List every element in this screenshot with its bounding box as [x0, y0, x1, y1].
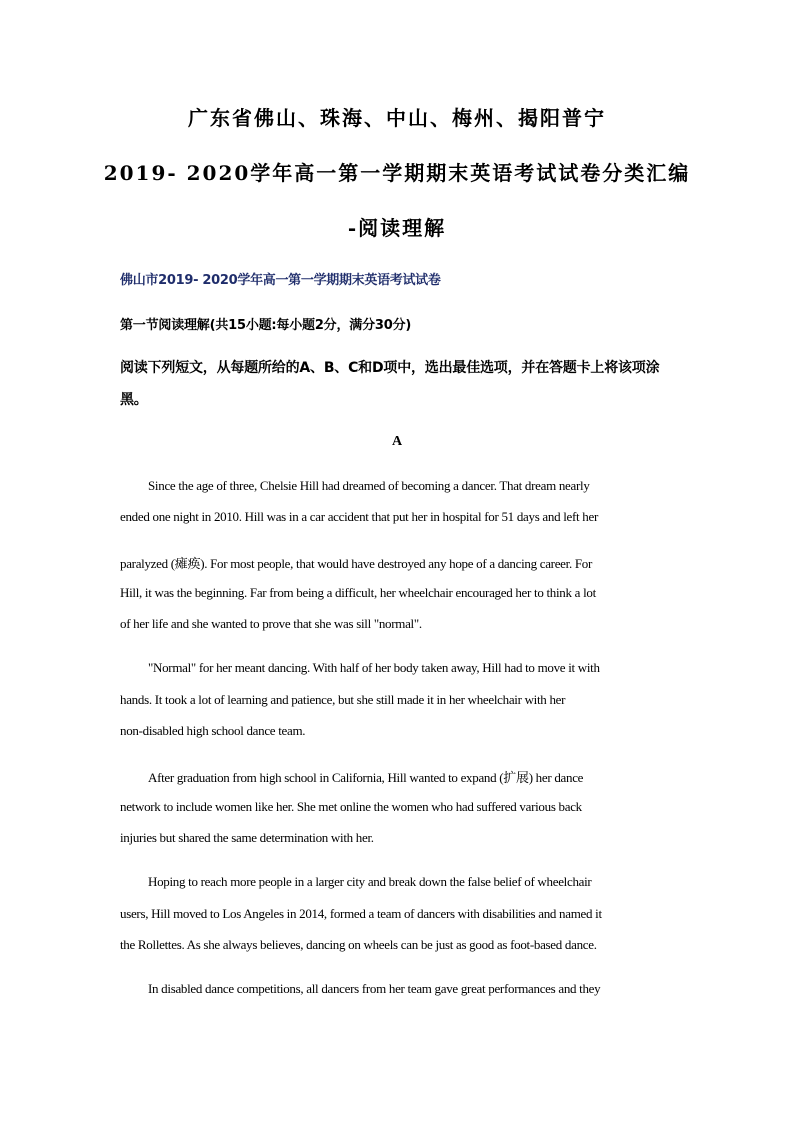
passage-line: injuries but shared the same determination with her. — [120, 830, 374, 845]
passage-line: network to include women like her. She met online the women who had suffered various back — [120, 799, 582, 814]
document-title-line-2: 2019- 2020学年高一第一学期期末英语考试试卷分类汇编 — [103, 161, 691, 185]
passage-line: ended one night in 2010. Hill was in a car accident that put her in hospital for 51 days and left her — [120, 509, 599, 524]
document-title-line-1: 广东省佛山、珠海、中山、梅州、揭阳普宁 — [188, 106, 606, 130]
passage-line: the Rollettes. As she always believes, dancing on wheels can be just as good as foot-based dance. — [120, 937, 597, 952]
instruction-line-2: 黑。 — [120, 392, 148, 408]
passage-line: "Normal" for her meant dancing. With half of her body taken away, Hill had to move it with — [148, 660, 600, 675]
passage-line: After graduation from high school in California, Hill wanted to expand (扩展) her dance — [148, 770, 584, 785]
passage-line: non-disabled high school dance team. — [120, 723, 306, 738]
passage-line: Hoping to reach more people in a larger city and break down the false belief of wheelchair — [148, 874, 592, 889]
exam-source-subtitle: 佛山市2019- 2020学年高一第一学期期末英语考试试卷 — [120, 273, 441, 288]
passage-line: hands. It took a lot of learning and patience, but she still made it in her wheelchair with her — [120, 692, 566, 707]
document-title-line-3: -阅读理解 — [347, 216, 447, 240]
passage-line: Since the age of three, Chelsie Hill had dreamed of becoming a dancer. That dream nearly — [148, 478, 590, 493]
passage-line: Hill, it was the beginning. Far from being a difficult, her wheelchair encouraged her to think a lot — [120, 585, 596, 600]
passage-line: users, Hill moved to Los Angeles in 2014, formed a team of dancers with disabilities and named it — [120, 906, 602, 921]
passage-line: of her life and she wanted to prove that she was sill "normal". — [120, 616, 422, 631]
passage-line: paralyzed (瘫痪). For most people, that would have destroyed any hope of a dancing career. For — [120, 556, 593, 571]
section-heading: 第一节阅读理解(共15小题:每小题2分，满分30分) — [120, 318, 412, 333]
instruction-line-1: 阅读下列短文，从每题所给的A、B、C和D项中，选出最佳选项，并在答题卡上将该项涂 — [120, 360, 660, 376]
passage-label: A — [391, 434, 403, 449]
passage-line: In disabled dance competitions, all dancers from her team gave great performances and they — [148, 981, 601, 996]
